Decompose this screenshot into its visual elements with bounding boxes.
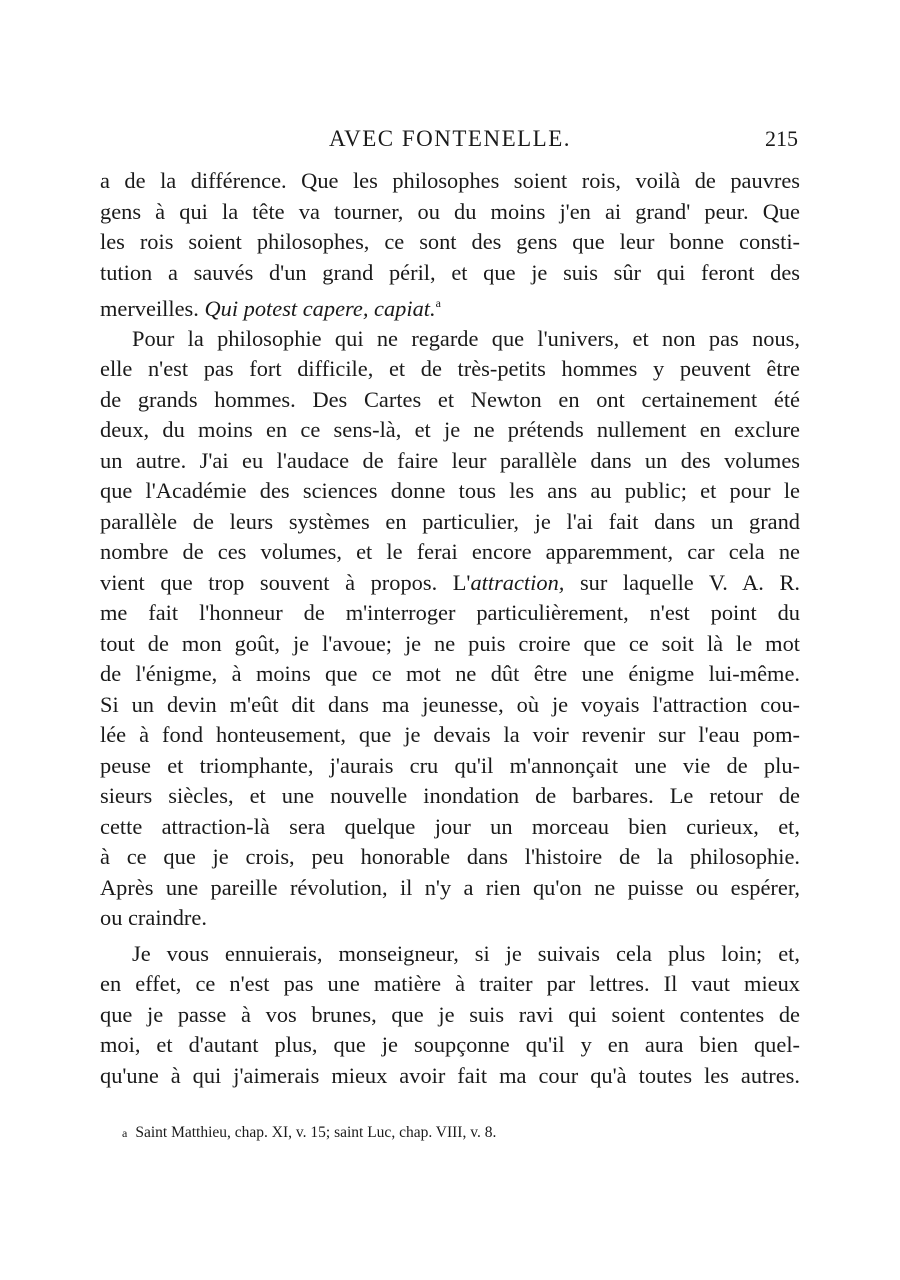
text-line: à ce que je crois, peu honorable dans l'histoire de la philosophie. bbox=[100, 844, 800, 869]
text-line: Si un devin m'eût dit dans ma jeunesse, où je voyais l'attraction cou- bbox=[100, 691, 800, 717]
text-line bbox=[100, 568, 800, 599]
text-line: sieurs siècles, et une nouvelle inondation de barbares. Le retour de bbox=[100, 783, 800, 808]
paragraph-2 bbox=[100, 324, 800, 934]
text-line: cette attraction-là sera quelque jour un morceau bien curieux, et, bbox=[100, 813, 800, 839]
text-line: lée à fond honteusement, que je devais la voir revenir sur l'eau pom- bbox=[100, 722, 800, 747]
paragraph-3 bbox=[100, 939, 800, 1092]
book-page bbox=[100, 0, 800, 1280]
body-text bbox=[100, 166, 800, 1091]
text-line: les rois soient philosophes, ce sont des gens que leur bonne consti- bbox=[100, 229, 800, 254]
text-line bbox=[100, 288, 800, 319]
footnote-text: Saint Matthieu, chap. XI, v. 15; saint Luc, chap. VIII, v. 8. bbox=[135, 1124, 497, 1141]
text-line: un autre. J'ai eu l'audace de faire leur parallèle dans un des volumes bbox=[100, 447, 800, 473]
text-line: Pour la philosophie qui ne regarde que l'univers, et non pas nous, bbox=[132, 325, 800, 351]
text-line: nombre de ces volumes, et le ferai encore apparemment, car cela ne bbox=[100, 539, 800, 564]
running-head bbox=[100, 122, 800, 156]
text-line: de grands hommes. Des Cartes et Newton en ont certainement été bbox=[100, 386, 800, 412]
text-line: de l'énigme, à moins que ce mot ne dût être une énigme lui-même. bbox=[100, 661, 800, 686]
text-line: gens à qui la tête va tourner, ou du moins j'en ai grand' peur. Que bbox=[100, 198, 800, 224]
text-fragment: merveilles. bbox=[100, 296, 205, 321]
text-line: deux, du moins en ce sens-là, et je ne prétends nullement en exclure bbox=[100, 417, 800, 442]
text-line: me fait l'honneur de m'interroger particulièrement, n'est point du bbox=[100, 600, 800, 625]
footnote bbox=[122, 1124, 772, 1142]
running-title: AVEC FONTENELLE. bbox=[328, 126, 572, 151]
text-line: a de la différence. Que les philosophes soient rois, voilà de pauvres bbox=[100, 168, 800, 193]
text-fragment: vient que trop souvent à propos. L' bbox=[100, 569, 471, 595]
text-line: ou craindre. bbox=[100, 905, 207, 930]
text-line: que je passe à vos brunes, que je suis ravi qui soient contentes de bbox=[100, 1001, 800, 1027]
footnote-marker: a bbox=[122, 1126, 128, 1140]
text-fragment: sur laquelle V. A. R. bbox=[564, 569, 800, 595]
italic-term: attraction, bbox=[470, 569, 565, 595]
text-line: parallèle de leurs systèmes en particulier, je l'ai fait dans un grand bbox=[100, 508, 800, 534]
text-line: que l'Académie des sciences donne tous les ans au public; et pour le bbox=[100, 478, 800, 503]
text-line: qu'une à qui j'aimerais mieux avoir fait ma cour qu'à toutes les autres. bbox=[100, 1062, 800, 1088]
text-line: tution a sauvés d'un grand péril, et que je suis sûr qui feront des bbox=[100, 259, 800, 285]
latin-quote: Qui potest capere, capiat. bbox=[204, 296, 436, 321]
text-line: tout de mon goût, je l'avoue; je ne puis croire que ce soit là le mot bbox=[100, 630, 800, 656]
text-line: peuse et triomphante, j'aurais cru qu'il m'annonçait une vie de plu- bbox=[100, 752, 800, 778]
text-line: Je vous ennuierais, monseigneur, si je suivais cela plus loin; et, bbox=[132, 940, 800, 966]
text-line: moi, et d'autant plus, que je soupçonne qu'il y en aura bien quel- bbox=[100, 1032, 800, 1057]
text-line: elle n'est pas fort difficile, et de très-petits hommes y peuvent être bbox=[100, 356, 800, 381]
text-line: en effet, ce n'est pas une matière à traiter par lettres. Il vaut mieux bbox=[100, 971, 800, 996]
footnote-reference: a bbox=[435, 296, 441, 310]
text-line: Après une pareille révolution, il n'y a rien qu'on ne puisse ou espérer, bbox=[100, 874, 800, 900]
page-number: 215 bbox=[765, 126, 798, 151]
paragraph-1 bbox=[100, 166, 800, 319]
